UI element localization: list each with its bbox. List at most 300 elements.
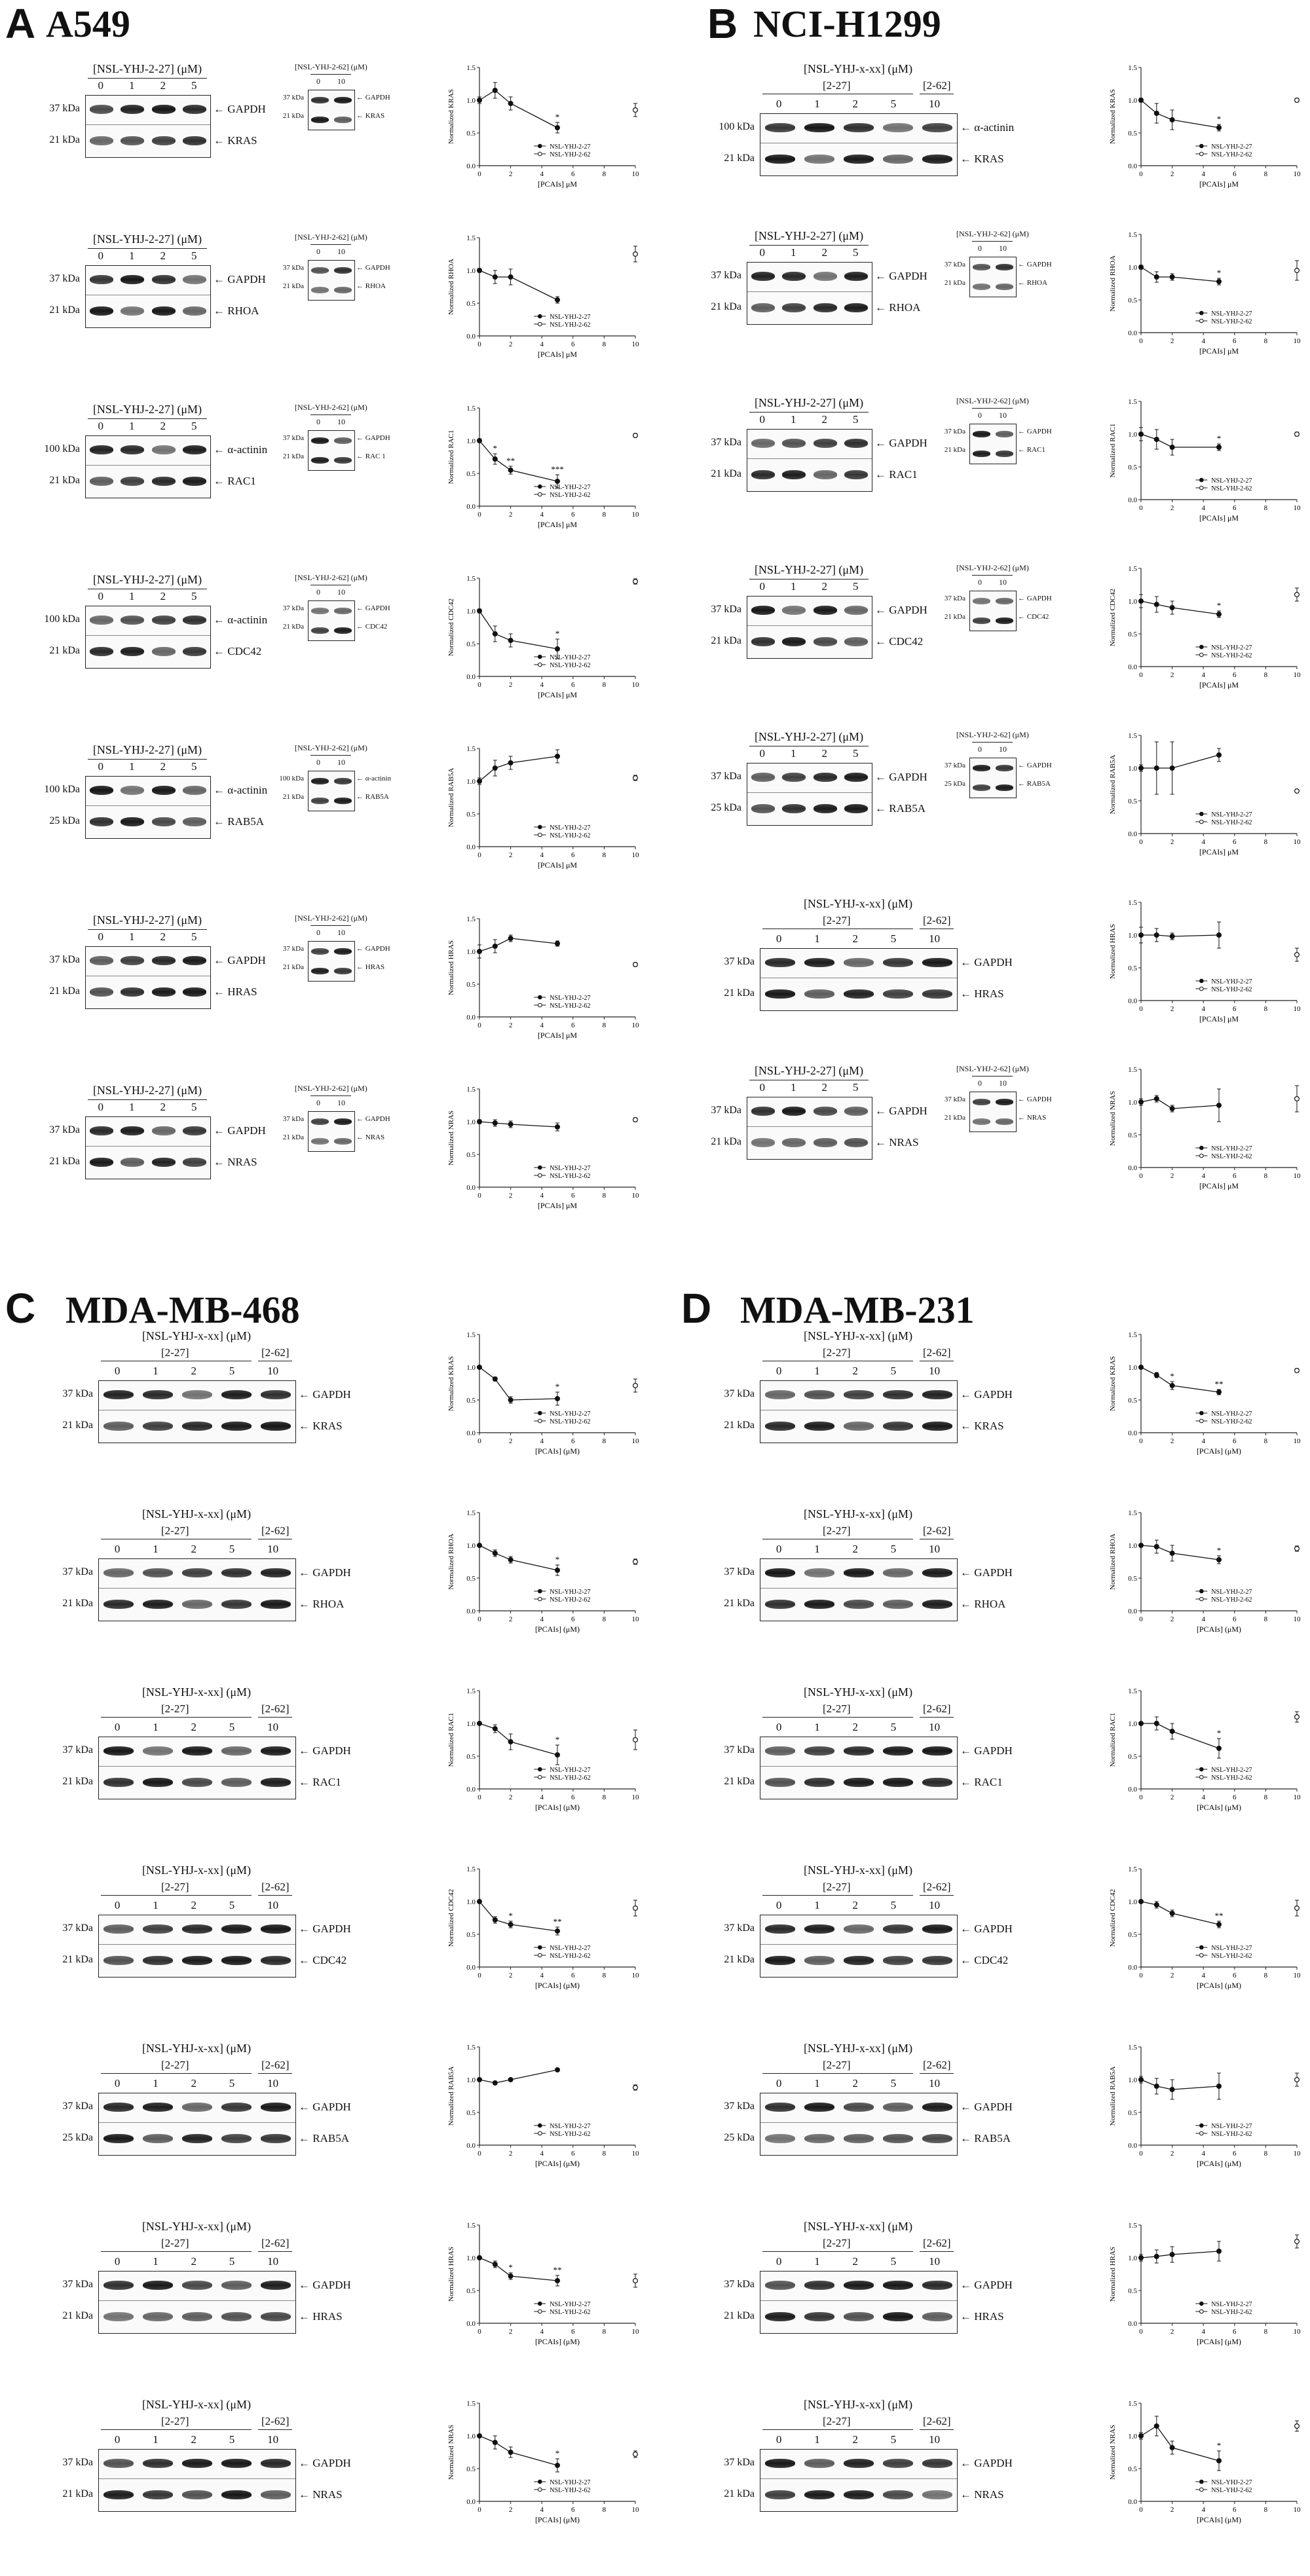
data-point <box>477 1120 482 1124</box>
concentration-labels <box>760 1899 956 1912</box>
protein-name: GAPDH <box>227 954 266 966</box>
y-tick-label: 1.5 <box>1128 2222 1137 2230</box>
treatment-label-small: [NSL-YHJ-2-62] (μM) <box>956 563 1029 572</box>
arrow-icon: ← <box>214 614 228 626</box>
blot-band <box>804 1422 834 1431</box>
treatment-label: [NSL-YHJ-x-xx] (μM) <box>141 2220 252 2233</box>
x-tick-label: 2 <box>508 1972 513 1979</box>
x-tick-label: 4 <box>540 1615 544 1623</box>
arrow-icon: ← <box>299 1388 313 1401</box>
blot-band <box>152 445 176 454</box>
group-label: [2-62] <box>923 914 951 927</box>
arrow-icon: ← <box>875 301 889 314</box>
significance-marker: * <box>1216 1545 1222 1555</box>
significance-marker: * <box>555 1382 560 1391</box>
line-chart <box>1107 2042 1303 2173</box>
blot-band <box>143 1778 173 1787</box>
blot-row <box>662 563 1310 730</box>
concentration-label: 10 <box>999 578 1007 587</box>
treatment-label: [NSL-YHJ-x-xx] (μM) <box>803 1329 913 1342</box>
legend-marker <box>1200 311 1204 315</box>
x-tick-label: 4 <box>540 1437 544 1445</box>
data-point <box>1295 953 1300 957</box>
arrow-icon: ← <box>299 1954 313 1966</box>
x-tick-label: 10 <box>631 1615 639 1623</box>
blot-band <box>334 948 352 955</box>
group-underline <box>101 2251 252 2252</box>
blot-band <box>922 2312 952 2321</box>
blot-band <box>844 637 868 646</box>
concentration-label: 10 <box>929 932 941 945</box>
x-tick-label: 4 <box>540 1192 544 1200</box>
blot-band <box>844 272 868 281</box>
treatment-label: [NSL-YHJ-x-xx] (μM) <box>803 62 913 75</box>
treatment-label-small: [NSL-YHJ-2-62] (μM) <box>295 62 367 71</box>
arrow-icon: ← <box>875 635 889 648</box>
blot-image <box>98 1380 296 1443</box>
blot-band <box>103 2490 134 2499</box>
concentration-labels-small <box>308 928 354 938</box>
x-tick-label: 10 <box>1293 2150 1301 2158</box>
x-tick-label: 6 <box>1233 2506 1237 2514</box>
data-point <box>1217 2249 1222 2254</box>
data-point <box>1170 2253 1174 2257</box>
blot-row <box>662 1329 1310 1507</box>
significance-marker: * <box>1216 600 1222 610</box>
concentration-label: 5 <box>853 413 859 426</box>
protein-name: GAPDH <box>974 1744 1013 1757</box>
concentration-label: 2 <box>191 2077 196 2089</box>
blot-band <box>922 2459 952 2468</box>
blot-band <box>883 123 913 132</box>
blot-band <box>221 1778 252 1787</box>
data-point <box>1295 1097 1300 1101</box>
treatment-label: [NSL-YHJ-2-27] (μM) <box>92 573 202 586</box>
arrow-icon: ← <box>960 1954 975 1966</box>
concentration-label: 10 <box>929 98 941 110</box>
title-underline <box>749 579 869 580</box>
blot-band <box>103 1956 134 1965</box>
blot-band <box>973 617 990 624</box>
y-tick-label: 1.0 <box>1128 2433 1137 2440</box>
data-point <box>477 779 482 784</box>
protein-label <box>960 2132 1011 2145</box>
blot-band <box>334 627 352 634</box>
concentration-label: 2 <box>852 1721 858 1733</box>
group-underline <box>101 2429 252 2430</box>
concentration-label: 10 <box>267 1899 279 1911</box>
y-tick-label: 1.0 <box>1128 1099 1137 1107</box>
blot-band <box>221 2490 252 2499</box>
concentration-label: 0 <box>776 1365 782 1377</box>
group-underline <box>920 2251 954 2252</box>
y-tick-label: 0.5 <box>466 2465 476 2473</box>
blot-band <box>311 437 329 444</box>
protein-label <box>960 1388 1013 1401</box>
blot-image <box>85 606 211 669</box>
legend-label: NSL-YHJ-2-62 <box>550 1953 591 1960</box>
concentration-label: 0 <box>776 2255 782 2268</box>
significance-marker: * <box>1216 114 1222 124</box>
treatment-label: [NSL-YHJ-x-xx] (μM) <box>803 2220 913 2233</box>
blot-band <box>143 1422 173 1431</box>
blot-band <box>90 306 113 316</box>
x-axis-label: [PCAIs] μM <box>537 520 578 529</box>
arrow-icon: ← <box>960 2279 975 2291</box>
x-tick-label: 0 <box>1139 504 1143 512</box>
significance-marker: * <box>555 1735 560 1744</box>
blot-band <box>182 1568 212 1577</box>
y-tick-label: 0.0 <box>466 1184 476 1192</box>
series-line <box>479 270 557 300</box>
x-tick-label: 0 <box>477 2328 481 2336</box>
data-point <box>555 1753 560 1757</box>
data-point <box>1217 2459 1222 2463</box>
concentration-labels <box>747 246 871 259</box>
concentration-label: 2 <box>191 2433 196 2446</box>
x-tick-label: 10 <box>1293 170 1301 178</box>
x-tick-label: 6 <box>1233 2150 1237 2158</box>
data-point <box>493 457 497 462</box>
blot-band <box>765 1422 795 1431</box>
blot-image-small <box>308 600 355 641</box>
concentration-label: 2 <box>852 932 858 945</box>
legend-marker <box>538 2309 542 2313</box>
series-line <box>479 90 557 128</box>
blot-band <box>782 804 806 813</box>
y-tick-label: 1.0 <box>466 948 476 956</box>
molecular-weight-label: 37 kDa <box>282 94 304 101</box>
y-axis-label: Normalized NRAS <box>447 2424 455 2480</box>
blot-divider <box>747 458 872 459</box>
concentration-label: 1 <box>129 930 135 943</box>
panel-letter: A <box>5 0 36 47</box>
arrow-icon: ← <box>214 645 228 657</box>
molecular-weight-label: 25 kDa <box>724 2132 755 2143</box>
group-label: [2-62] <box>261 1346 290 1359</box>
protein-label <box>875 771 927 784</box>
protein-name: RAB5A <box>974 2132 1011 2144</box>
x-tick-label: 0 <box>1139 170 1143 178</box>
x-tick-label: 4 <box>540 2506 544 2514</box>
concentration-labels-small <box>308 247 354 257</box>
x-tick-label: 2 <box>508 170 513 178</box>
protein-label <box>1018 1114 1046 1122</box>
legend-label: NSL-YHJ-2-27 <box>550 654 591 661</box>
group-label: [2-62] <box>261 1881 290 1893</box>
arrow-icon: ← <box>214 1124 228 1137</box>
blot-divider <box>760 1944 957 1945</box>
blot-band <box>782 272 806 281</box>
legend-label: NSL-YHJ-2-62 <box>550 1418 591 1426</box>
blot-band <box>804 1600 834 1609</box>
blot-band <box>152 306 176 316</box>
blot-divider <box>760 2300 957 2301</box>
blot-row <box>0 743 648 913</box>
data-point <box>1154 111 1159 116</box>
arrow-icon: ← <box>299 2279 313 2291</box>
blot-band <box>121 275 144 284</box>
data-point <box>1154 2084 1159 2089</box>
x-tick-label: 2 <box>508 2150 513 2158</box>
molecular-weight-label: 37 kDa <box>282 604 304 612</box>
data-point <box>508 101 513 106</box>
x-tick-label: 6 <box>1233 2328 1237 2336</box>
legend-label: NSL-YHJ-2-62 <box>550 2309 591 2316</box>
arrow-icon: ← <box>1018 613 1027 621</box>
x-tick-label: 6 <box>571 1794 575 1801</box>
molecular-weight-label: 37 kDa <box>49 954 80 965</box>
blot-divider <box>747 291 872 292</box>
blot-band <box>311 627 329 634</box>
molecular-weight-label: 37 kDa <box>944 595 965 602</box>
x-tick-label: 4 <box>1201 1794 1205 1801</box>
y-tick-label: 1.0 <box>1128 431 1137 439</box>
blot-band <box>973 784 990 791</box>
legend-marker <box>538 2131 542 2135</box>
concentration-label: 5 <box>853 1081 859 1094</box>
y-tick-label: 1.5 <box>1128 2400 1137 2408</box>
protein-name: RAB5A <box>365 793 389 801</box>
line-chart <box>1107 62 1303 193</box>
concentration-label: 10 <box>337 77 345 86</box>
blot-image <box>760 1737 958 1799</box>
protein-label <box>299 2457 351 2470</box>
blot-band <box>143 2312 173 2321</box>
data-point <box>1139 2078 1144 2082</box>
data-point <box>1295 432 1300 437</box>
x-tick-label: 6 <box>1233 504 1237 512</box>
concentration-labels <box>760 1543 956 1556</box>
blot-band <box>765 2490 795 2499</box>
line-chart <box>445 62 642 193</box>
y-tick-label: 1.5 <box>1128 231 1137 239</box>
arrow-icon: ← <box>960 1744 975 1757</box>
protein-label <box>214 103 266 116</box>
blot-band <box>844 1746 874 1756</box>
group-label: [2-62] <box>923 2059 951 2071</box>
blot-band <box>751 773 775 782</box>
molecular-weight-label: 21 kDa <box>724 1598 755 1609</box>
protein-name: GAPDH <box>889 771 927 783</box>
protein-name: GAPDH <box>974 1923 1013 1935</box>
group-label: [2-62] <box>261 2237 290 2249</box>
panel-letter: C <box>5 1285 36 1332</box>
blot-band <box>996 1118 1013 1125</box>
y-tick-label: 1.0 <box>1128 2076 1137 2084</box>
blot-band <box>90 1126 113 1135</box>
data-point <box>477 439 482 443</box>
blot-image-small <box>969 424 1017 464</box>
group-label: [2-27] <box>161 2415 189 2427</box>
arrow-icon: ← <box>356 94 365 101</box>
blot-band <box>334 267 352 274</box>
y-axis-label: Normalized CDC42 <box>1109 588 1117 647</box>
y-tick-label: 0.5 <box>1128 798 1137 805</box>
arrow-icon: ← <box>356 1133 365 1141</box>
concentration-label: 10 <box>267 1721 279 1733</box>
blot-band <box>261 2312 291 2321</box>
group-label: [2-27] <box>823 79 851 92</box>
data-point <box>555 298 560 303</box>
series-line <box>1141 2251 1219 2258</box>
legend-label: NSL-YHJ-2-27 <box>1211 2123 1252 2130</box>
x-tick-label: 8 <box>1263 504 1268 512</box>
legend-label: NSL-YHJ-2-62 <box>1211 1153 1252 1160</box>
title-underline <box>972 742 1013 743</box>
x-tick-label: 4 <box>540 1794 544 1801</box>
arrow-icon: ← <box>960 2132 975 2144</box>
significance-marker: * <box>555 1555 560 1564</box>
blot-band <box>221 1924 252 1934</box>
blot-band <box>765 1568 795 1577</box>
molecular-weight-label: 37 kDa <box>62 1923 93 1934</box>
legend-marker <box>1200 2309 1204 2313</box>
protein-label <box>875 1136 919 1149</box>
y-axis-label: Normalized HRAS <box>447 940 455 996</box>
blot-band <box>90 647 113 656</box>
x-tick-label: 10 <box>1293 2328 1301 2336</box>
blot-band <box>804 2281 834 2290</box>
protein-label <box>875 301 920 314</box>
blot-divider <box>760 1588 957 1589</box>
group-label: [2-62] <box>923 1881 951 1893</box>
blot-band <box>221 2281 252 2290</box>
protein-name: α-actinin <box>974 121 1015 134</box>
y-tick-label: 1.0 <box>466 2076 476 2084</box>
blot-band <box>182 2103 212 2112</box>
concentration-labels <box>760 2077 956 2090</box>
line-chart <box>445 2042 642 2173</box>
title-underline <box>972 575 1013 576</box>
group-underline <box>762 1895 913 1896</box>
concentration-labels <box>760 2255 956 2268</box>
blot-band <box>844 989 874 999</box>
title-underline <box>88 418 207 419</box>
y-tick-label: 0.5 <box>466 1575 476 1583</box>
concentration-label: 5 <box>890 2433 897 2446</box>
series-line <box>1141 1099 1219 1109</box>
blot-band <box>814 470 837 479</box>
line-chart <box>1107 396 1303 527</box>
arrow-icon: ← <box>299 1566 313 1579</box>
blot-band <box>765 958 795 967</box>
legend-label: NSL-YHJ-2-27 <box>1211 310 1252 318</box>
series-line <box>1141 1367 1219 1392</box>
legend-label: NSL-YHJ-2-62 <box>1211 986 1252 993</box>
blot-band <box>844 1956 874 1965</box>
legend-marker <box>1200 478 1204 482</box>
blot-row <box>0 1507 648 1685</box>
group-label: [2-27] <box>161 1881 189 1893</box>
legend-marker <box>538 144 542 148</box>
y-axis-label: Normalized NRAS <box>1109 1090 1117 1147</box>
concentration-labels <box>85 930 210 944</box>
data-point <box>1154 1721 1159 1726</box>
x-tick-label: 6 <box>1233 1615 1237 1623</box>
group-underline <box>258 1895 292 1896</box>
molecular-weight-label: 21 kDa <box>62 1598 93 1609</box>
legend-label: NSL-YHJ-2-62 <box>1211 485 1252 492</box>
blot-band <box>765 155 795 164</box>
x-tick-label: 8 <box>1263 1615 1268 1623</box>
legend-label: NSL-YHJ-2-27 <box>1211 978 1252 985</box>
blot-image <box>760 2271 958 2334</box>
blot-image-small <box>308 941 355 982</box>
blot-divider <box>86 805 210 806</box>
blot-band <box>143 1956 173 1965</box>
protein-label <box>960 1776 1003 1789</box>
x-tick-label: 6 <box>1233 1172 1237 1180</box>
blot-band <box>183 105 206 114</box>
data-point <box>555 1568 560 1573</box>
concentration-label: 0 <box>98 760 103 773</box>
blot-band <box>996 765 1013 771</box>
y-tick-label: 1.0 <box>466 1118 476 1126</box>
x-tick-label: 0 <box>477 170 481 178</box>
protein-label <box>1018 279 1047 287</box>
blot-band <box>311 608 329 614</box>
concentration-labels-small <box>308 77 354 86</box>
y-tick-label: 1.0 <box>1128 1542 1137 1550</box>
treatment-label: [NSL-YHJ-2-27] (μM) <box>92 743 202 756</box>
x-tick-label: 0 <box>1139 2150 1143 2158</box>
x-axis-label: [PCAIs] μM <box>1199 179 1239 189</box>
concentration-label: 2 <box>191 1365 196 1377</box>
protein-label <box>356 963 384 971</box>
protein-label <box>299 1420 343 1433</box>
legend-marker <box>538 492 542 496</box>
x-tick-label: 10 <box>1293 671 1301 679</box>
blot-band <box>103 1746 134 1756</box>
concentration-label: 1 <box>814 2255 820 2268</box>
x-tick-label: 10 <box>1293 1005 1301 1013</box>
protein-label <box>356 452 386 460</box>
concentration-labels <box>760 98 956 111</box>
blot-band <box>183 616 206 625</box>
legend-label: NSL-YHJ-2-27 <box>1211 1589 1252 1596</box>
legend-label: NSL-YHJ-2-27 <box>550 1767 591 1774</box>
blot-band <box>814 773 837 782</box>
x-tick-label: 4 <box>540 2328 544 2336</box>
data-point <box>1139 1543 1144 1548</box>
x-tick-label: 6 <box>571 1437 575 1445</box>
blot-band <box>973 431 990 437</box>
concentration-label: 10 <box>267 1543 279 1555</box>
legend-label: NSL-YHJ-2-62 <box>550 662 591 669</box>
blot-band <box>844 2312 874 2321</box>
legend-marker <box>1200 987 1204 991</box>
x-tick-label: 2 <box>1170 170 1174 178</box>
blot-band <box>804 1956 834 1965</box>
blot-band <box>311 1138 329 1145</box>
blot-row <box>662 1507 1310 1685</box>
blot-band <box>996 451 1013 457</box>
x-tick-label: 8 <box>1263 1437 1268 1445</box>
protein-label <box>299 2488 343 2501</box>
blot-band <box>261 1600 291 1609</box>
concentration-label: 10 <box>267 1365 279 1377</box>
blot-row <box>662 62 1310 229</box>
legend-marker <box>1200 645 1204 649</box>
data-point <box>493 1918 497 1923</box>
concentration-labels-small <box>969 578 1015 587</box>
blot-row <box>0 1685 648 1864</box>
protein-name: GAPDH <box>365 264 390 272</box>
data-point <box>508 275 513 280</box>
protein-label <box>960 2101 1013 2114</box>
x-axis-label: [PCAIs] μM <box>1199 680 1239 690</box>
